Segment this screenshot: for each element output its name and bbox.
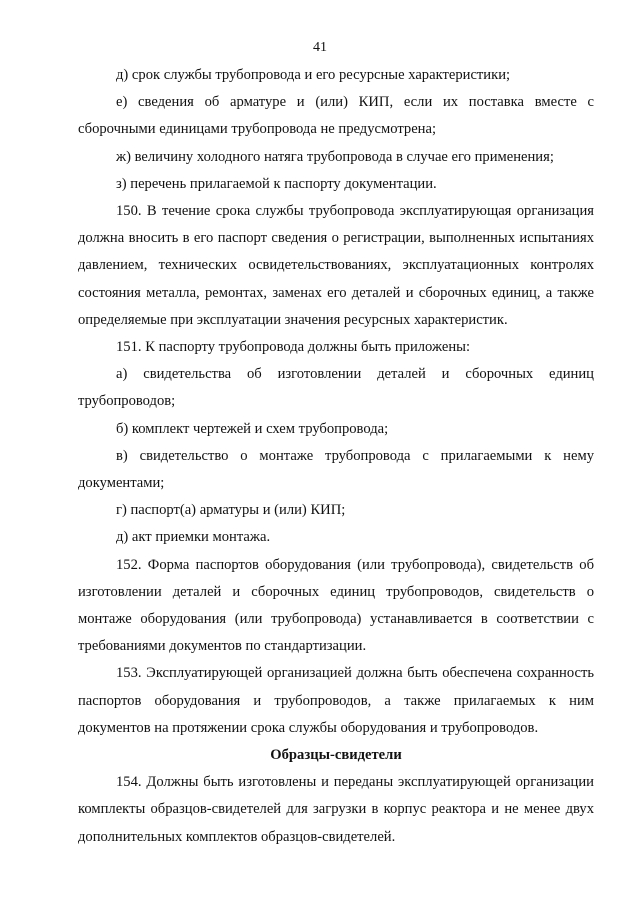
list-item-e-fittings-info: е) сведения об арматуре и (или) КИП, если их поставка вместе с сборочными единицами трубопровода не предусмотрена; [78,94,594,138]
list-item-d-service-life: д) срок службы трубопровода и его ресурсные характеристики; [116,67,511,83]
paragraph-152: 152. Форма паспортов оборудования (или трубопровода), свидетельств об изготовлении деталей и сборочных единиц трубопроводов, свидетельств о монтаже оборудования (или трубопровода) устанавливается в соответствии с требованиями документов по стандартизации. [78,556,594,655]
list-item-zh-cold-tension: ж) величину холодного натяга трубопровода в случае его применения; [116,148,554,165]
list-item-g-fittings-passport: г) паспорт(а) арматуры и (или) КИП; [116,502,346,519]
paragraph-154: 154. Должны быть изготовлены и переданы эксплуатирующей организации комплекты образцов-свидетелей для загрузки в корпус реактора и не менее двух дополнительных комплектов образцов-свидетелей. [78,774,594,845]
list-item-d-acceptance-act: д) акт приемки монтажа. [116,529,271,546]
section-heading: Образцы-свидетели [270,747,402,764]
list-item-z-documentation-list: з) перечень прилагаемой к паспорту документации. [116,175,437,192]
document-body [78,62,594,851]
list-item-a-certificates: а) свидетельства об изготовлении деталей и сборочных единиц трубопроводов; [78,366,594,410]
list-item-b-drawings: б) комплект чертежей и схем трубопровода; [116,420,389,437]
paragraph-151: 151. К паспорту трубопровода должны быть приложены: [116,339,471,356]
list-item-v-installation-certificate: в) свидетельство о монтаже трубопровода с прилагаемыми к нему документами; [78,447,594,492]
paragraph-153: 153. Эксплуатирующей организацией должна быть обеспечена сохранность паспортов оборудования и трубопроводов, а также прилагаемых к ним документов на протяжении срока службы оборудования и трубопроводов. [78,665,594,736]
page-number: 41 [313,40,327,55]
paragraph-150: 150. В течение срока службы трубопровода эксплуатирующая организация должна вносить в его паспорт сведения о регистрации, выполненных испытаниях давлением, технических освидетельствованиях, эксплуатационных контролях состояния металла, ремонтах, заменах его деталей и сборочных единиц, а также определяемые при эксплуатации значения ресурсных характеристик. [78,203,594,328]
